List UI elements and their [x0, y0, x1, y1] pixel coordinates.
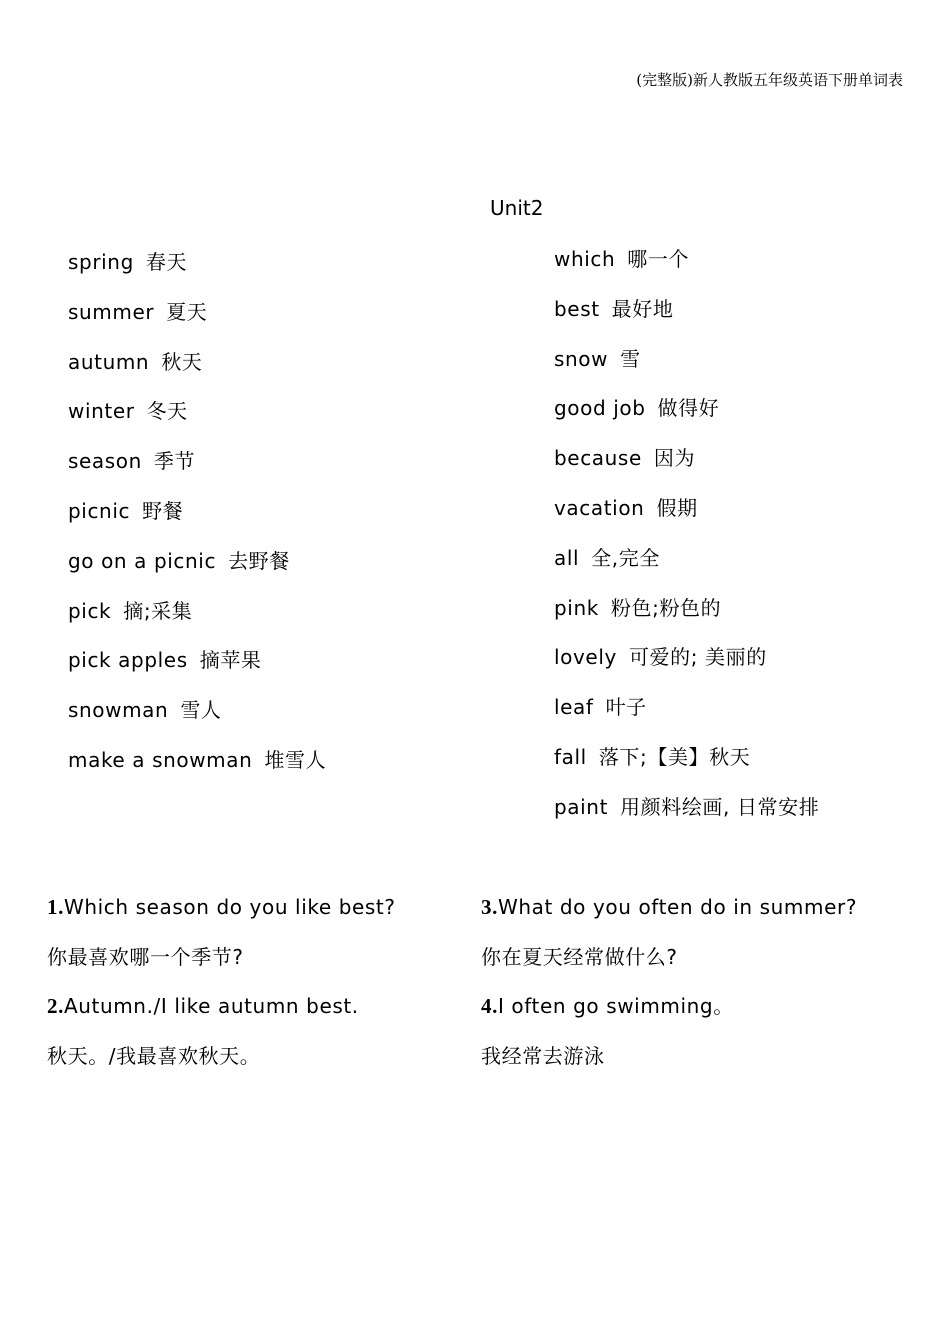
dialogue-left	[47, 894, 396, 1093]
vocab-english: which	[554, 247, 616, 271]
vocab-item	[68, 549, 326, 599]
vocab-list-right	[554, 247, 819, 845]
vocab-chinese: 去野餐	[228, 548, 290, 573]
vocab-english: winter	[68, 399, 135, 424]
vocab-item	[68, 250, 326, 300]
vocab-english: fall	[554, 744, 587, 769]
vocab-item	[68, 449, 326, 499]
vocab-item	[554, 645, 819, 695]
chinese-sentence: 你最喜欢哪一个季节?	[47, 944, 244, 969]
vocab-item	[68, 648, 326, 698]
vocab-chinese: 哪一个	[627, 247, 690, 271]
item-number: 1.	[47, 895, 64, 919]
answer-line	[481, 993, 857, 1043]
vocab-chinese: 季节	[153, 449, 196, 474]
vocab-chinese: 夏天	[166, 299, 208, 324]
vocab-chinese: 秋天	[161, 349, 203, 374]
english-sentence: What do you often do in summer?	[497, 895, 858, 919]
item-number: 4.	[481, 994, 498, 1019]
vocab-english: good job	[554, 396, 646, 421]
vocab-item	[554, 596, 819, 646]
vocab-english: because	[554, 446, 642, 471]
vocab-english: all	[554, 545, 580, 570]
vocab-chinese: 堆雪人	[264, 747, 327, 772]
vocab-item	[554, 795, 819, 845]
vocab-english: pink	[554, 595, 599, 620]
vocab-english: make a snowman	[68, 747, 253, 772]
vocab-english: pick apples	[68, 648, 188, 673]
vocab-chinese: 摘苹果	[199, 648, 262, 673]
vocab-english: summer	[68, 299, 155, 324]
dialogue-right	[481, 894, 857, 1093]
answer-line	[47, 993, 396, 1043]
translation-line	[47, 1043, 396, 1093]
english-sentence: Which season do you like best?	[63, 895, 396, 919]
vocab-english: paint	[554, 794, 609, 819]
item-number: 2.	[47, 994, 64, 1019]
chinese-sentence: 你在夏天经常做什么?	[481, 944, 678, 969]
vocab-item	[554, 446, 819, 496]
vocab-chinese: 冬天	[146, 399, 188, 424]
vocab-item	[554, 297, 819, 347]
vocab-english: snow	[554, 346, 609, 371]
english-sentence: I often go swimming。	[497, 994, 734, 1019]
vocab-item	[554, 695, 819, 745]
vocab-item	[554, 745, 819, 795]
vocab-item	[68, 499, 326, 549]
vocab-chinese: 假期	[656, 495, 698, 520]
vocab-english: go on a picnic	[68, 548, 217, 573]
vocab-chinese: 春天	[145, 250, 188, 274]
vocab-chinese: 最好地	[611, 296, 674, 321]
vocab-english: vacation	[554, 495, 645, 520]
vocab-chinese: 用颜料绘画, 日常安排	[620, 794, 820, 819]
vocab-chinese: 雪	[620, 346, 641, 371]
unit-title: Unit2	[490, 196, 544, 220]
vocab-english: snowman	[68, 698, 169, 723]
vocab-item	[554, 496, 819, 546]
vocab-chinese: 落下;【美】秋天	[598, 744, 751, 769]
page-header: (完整版)新人教版五年级英语下册单词表	[636, 71, 903, 89]
vocab-item	[68, 698, 326, 748]
vocab-chinese: 可爱的; 美丽的	[628, 645, 767, 670]
chinese-sentence: 秋天。/我最喜欢秋天。	[47, 1044, 261, 1069]
vocab-item	[68, 599, 326, 649]
vocab-chinese: 雪人	[180, 698, 222, 723]
vocab-list-left	[68, 250, 326, 798]
vocab-chinese: 摘;采集	[123, 598, 193, 623]
vocab-item	[68, 300, 326, 350]
vocab-chinese: 做得好	[657, 396, 720, 421]
vocab-item	[554, 396, 819, 446]
vocab-item	[68, 399, 326, 449]
vocab-item	[68, 748, 326, 798]
question-line	[481, 894, 857, 944]
translation-line	[481, 1043, 857, 1093]
vocab-english: picnic	[68, 498, 131, 523]
translation-line	[481, 944, 857, 994]
vocab-english: lovely	[554, 645, 617, 670]
chinese-sentence: 我经常去游泳	[481, 1044, 605, 1069]
translation-line	[47, 944, 396, 994]
vocab-item	[554, 347, 819, 397]
vocab-english: autumn	[68, 349, 150, 374]
vocab-chinese: 野餐	[142, 498, 184, 523]
vocab-english: spring	[68, 250, 134, 274]
vocab-item	[554, 546, 819, 596]
vocab-item	[554, 247, 819, 297]
vocab-item	[68, 350, 326, 400]
vocab-chinese: 全,完全	[591, 545, 660, 570]
item-number: 3.	[481, 895, 498, 919]
vocab-chinese: 粉色;粉色的	[610, 595, 722, 620]
vocab-english: best	[554, 296, 600, 321]
vocab-english: pick	[68, 598, 112, 623]
question-line	[47, 894, 396, 944]
vocab-english: season	[68, 449, 142, 474]
vocab-chinese: 叶子	[605, 695, 647, 720]
english-sentence: Autumn./I like autumn best.	[63, 994, 359, 1019]
vocab-english: leaf	[554, 695, 594, 720]
vocab-chinese: 因为	[653, 446, 696, 471]
